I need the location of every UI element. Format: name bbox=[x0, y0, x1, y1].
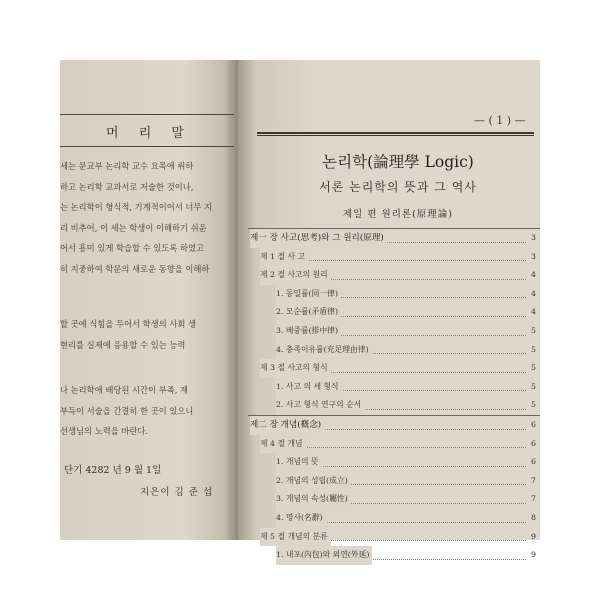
page-number: — ( 1 ) — bbox=[474, 114, 526, 127]
toc-page-number: 8 bbox=[531, 512, 536, 522]
toc-entry-label: 3. 배중률(排中律) bbox=[276, 322, 341, 341]
toc-page-number: 5 bbox=[531, 381, 536, 391]
preface-line: 선생님의 노력을 바란다. bbox=[60, 426, 149, 436]
header-rule-thin bbox=[257, 135, 534, 136]
preface-date: 단기 4282 년 9 월 1일 bbox=[64, 465, 162, 476]
preface-page-content bbox=[60, 60, 238, 540]
header-rule-thick bbox=[257, 132, 534, 134]
toc-page-number: 7 bbox=[531, 475, 536, 485]
toc-page-number: 4 bbox=[531, 270, 536, 280]
toc-entry-label: 1. 개념의 뜻 bbox=[276, 453, 322, 472]
preface-top-rule bbox=[60, 114, 234, 115]
toc-entry-label: 제 3 절 사고의 형식 bbox=[260, 359, 331, 378]
toc-entry-label: 1. 사고 의 세 형식 bbox=[276, 378, 342, 397]
toc-entry-label: 제二 장 개념(槪念) bbox=[250, 416, 324, 435]
toc-entry-label: 3. 개념의 속성(屬性) bbox=[276, 490, 351, 509]
toc-entry-label: 2. 모순률(矛盾律) bbox=[276, 303, 341, 322]
preface-line: 리 비추어, 이 세는 학생이 이해하기 쉬운 bbox=[60, 222, 207, 233]
toc-entry-label: 1. 내포(內包)와 외연(外延) bbox=[276, 546, 372, 565]
toc-page-number: 3 bbox=[531, 251, 536, 261]
toc-item-row bbox=[248, 546, 540, 565]
toc-page-number: 9 bbox=[531, 550, 536, 560]
left-page bbox=[60, 60, 238, 540]
toc-page-number: 5 bbox=[531, 344, 536, 354]
preface-line: 나 논리학에 배당된 시간이 부족, 재 bbox=[60, 385, 189, 395]
preface-author: 지은이 김 준 섭 bbox=[140, 487, 214, 498]
toc-entry-label: 2. 개념의 성립(成立) bbox=[276, 472, 351, 491]
toc-page-number: 4 bbox=[531, 307, 536, 317]
toc-entry-label: 제 1 절 사 고 bbox=[260, 248, 308, 267]
toc-page-number: 7 bbox=[531, 494, 536, 504]
toc-entry-label: 제 4 절 개념 bbox=[260, 435, 306, 454]
table-of-contents bbox=[248, 228, 540, 565]
preface-line: 는 논리학이 형식적, 기계적이어서 너무 지 bbox=[60, 202, 213, 212]
book-title: 논리학(論理學 Logic) bbox=[322, 153, 474, 171]
toc-page-number: 5 bbox=[531, 363, 536, 373]
toc-entry-label: 제一 장 사고(思考)와 그 원리(原理) bbox=[250, 229, 387, 248]
preface-line: 하고 논리학 교과서로 저술한 것이나, bbox=[60, 181, 194, 192]
preface-line: 히 지중하여 학문의 새로운 동향을 이해하 bbox=[60, 263, 210, 274]
toc-entry-label: 제 5 절 개념의 분류 bbox=[260, 528, 331, 547]
toc-entry-label: 2. 사고 형식 연구의 순서 bbox=[276, 396, 364, 415]
toc-page-number: 5 bbox=[531, 400, 536, 410]
toc-page-number: 6 bbox=[531, 457, 536, 467]
preface-line: 세는 문교부 논리학 교수 요목에 뤼하 bbox=[60, 161, 194, 171]
open-book bbox=[60, 60, 540, 560]
toc-page-number: 6 bbox=[531, 438, 536, 448]
toc-entry-label: 제 2 절 사고의 원리 bbox=[260, 266, 331, 285]
preface-title: 머 리 말 bbox=[106, 126, 192, 141]
preface-line: 부득이 서술을 간결히 한 곳이 있으니 bbox=[60, 405, 194, 416]
toc-page-number: 4 bbox=[531, 288, 536, 298]
toc-entry-label: 4. 충족이유률(充足理由律) bbox=[276, 341, 372, 360]
toc-entry-label: 1. 동일률(同一律) bbox=[276, 285, 341, 304]
toc-page-number: 9 bbox=[531, 531, 536, 541]
right-page bbox=[238, 60, 540, 560]
part-heading: 제일 편 원리론(原理論) bbox=[342, 209, 453, 220]
introduction-heading: 서론 논리학의 뜻과 그 역사 bbox=[319, 180, 477, 194]
preface-line: 어서 흥미 있게 학습할 수 있도록 하였고 bbox=[60, 243, 205, 253]
preface-line: 할 곳에 식힘을 두어서 학생의 사회 생 bbox=[60, 319, 197, 329]
preface-title-rule bbox=[60, 146, 234, 147]
toc-page-number: 6 bbox=[531, 419, 536, 429]
preface-line: 현리를 실제에 응용할 수 있는 능력 bbox=[60, 339, 186, 350]
toc-page-number: 5 bbox=[531, 325, 536, 335]
toc-entry-label: 4. 명사(名辭) bbox=[276, 509, 326, 528]
toc-page-number: 3 bbox=[531, 233, 536, 242]
